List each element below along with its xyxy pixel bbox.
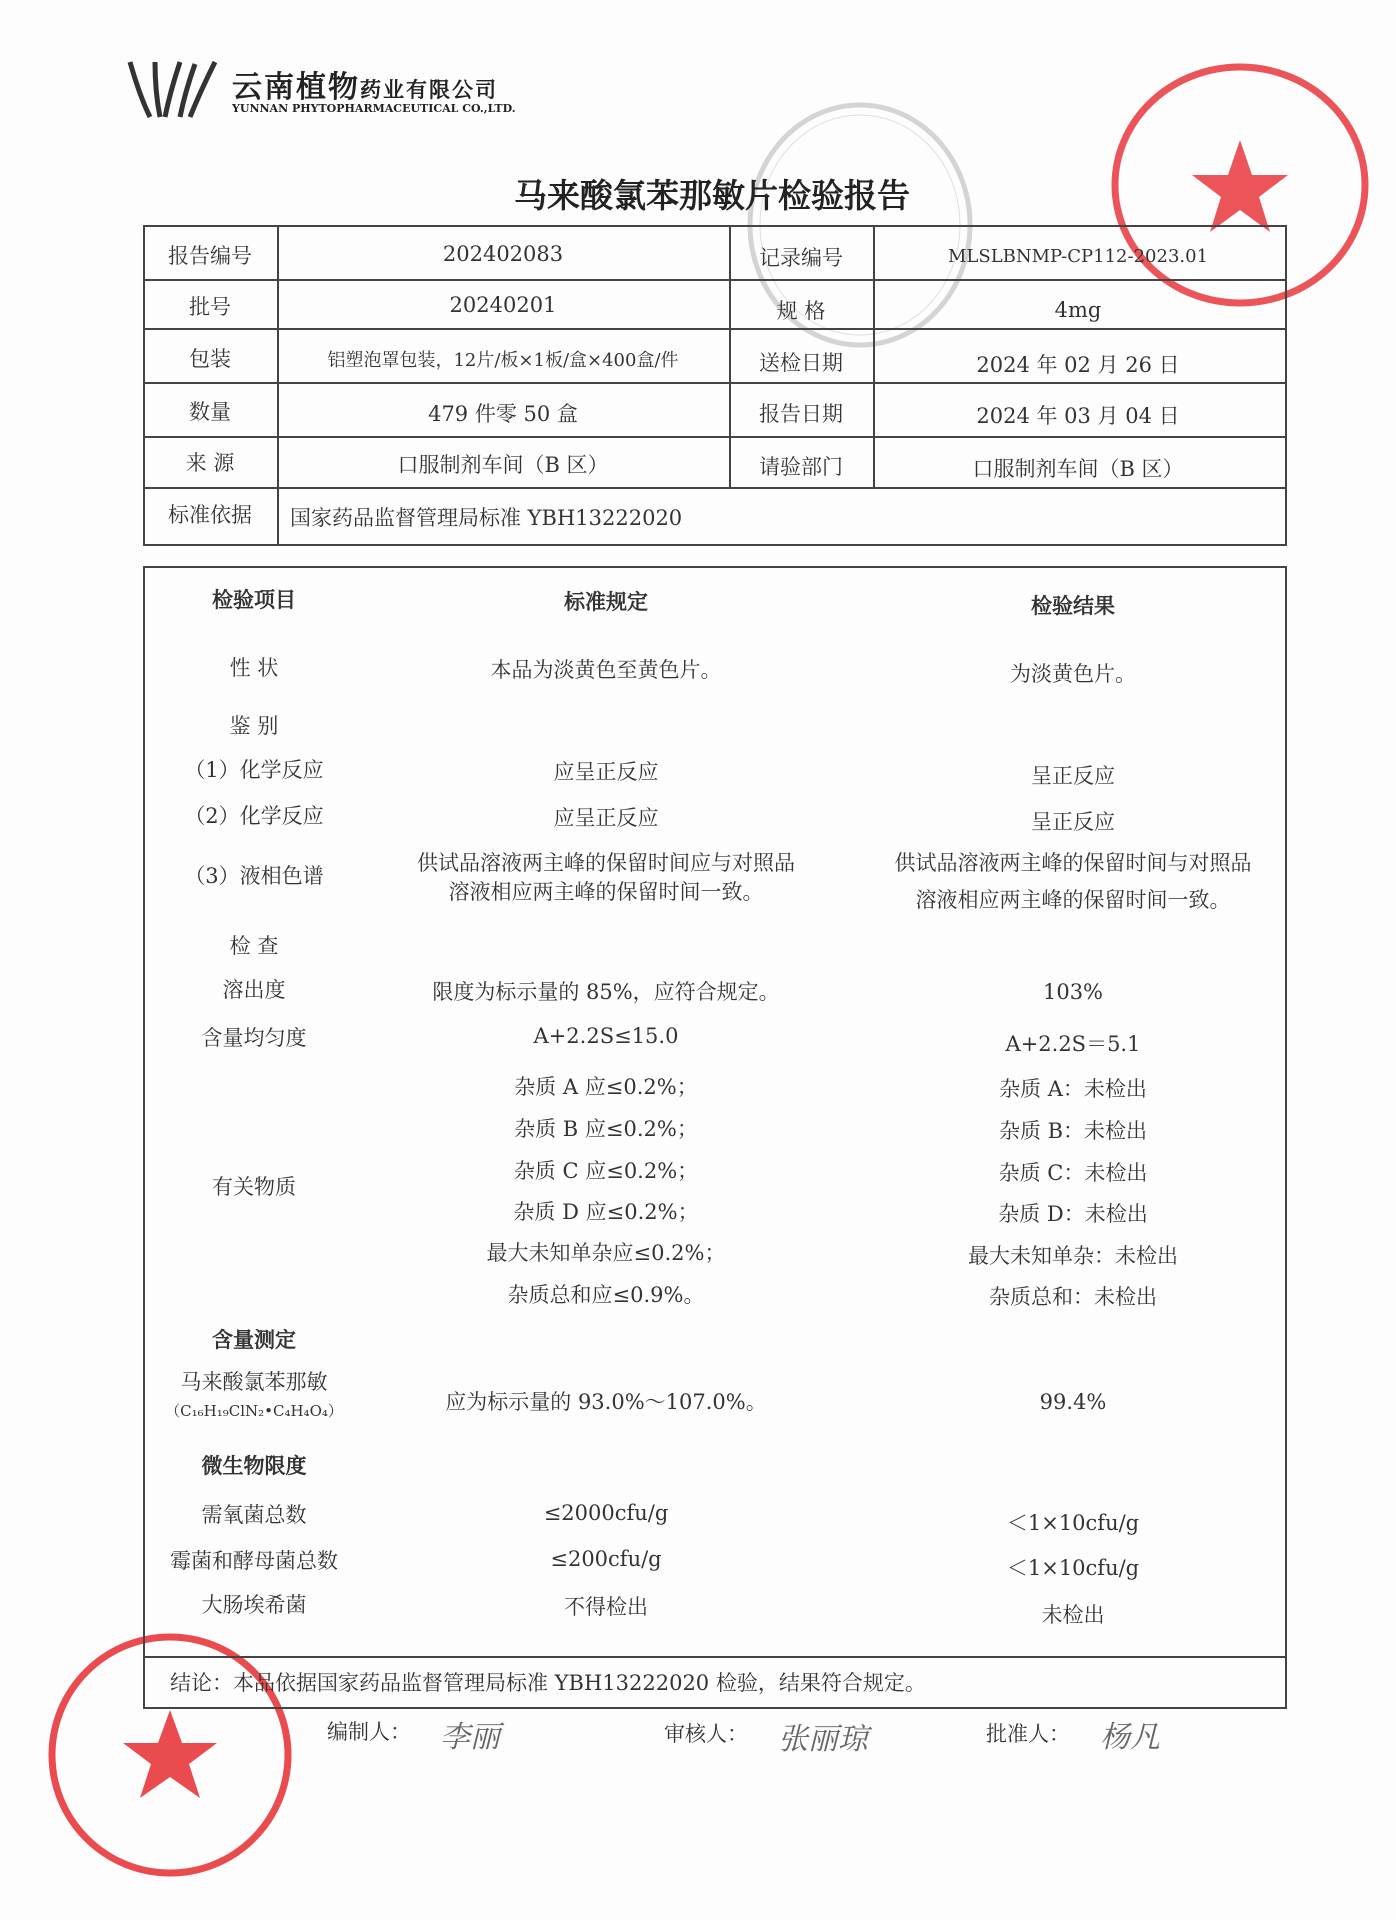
standard-value: 国家药品监督管理局标准 YBH13222020 — [290, 506, 683, 530]
std-assay: 应为标示量的 93.0%～107.0%。 — [445, 1390, 767, 1414]
section-assay: 含量测定 — [212, 1327, 296, 1352]
dept-label: 请验部门 — [759, 455, 843, 479]
result-dissolution: 103% — [1042, 980, 1104, 1004]
item-assay-formula: （C₁₆H₁₉ClN₂•C₄H₄O₄） — [165, 1402, 343, 1420]
result-assay: 99.4% — [1039, 1390, 1107, 1414]
std-ecoli: 不得检出 — [564, 1595, 648, 1619]
header-result: 检验结果 — [1031, 593, 1115, 618]
report-title: 马来酸氯苯那敏片检验报告 — [514, 176, 910, 215]
record-no-value: MLSLBNMP-CP112-2023.01 — [947, 246, 1209, 267]
item-id2: （2）化学反应 — [184, 804, 324, 828]
source-label: 来 源 — [185, 451, 235, 475]
item-related-substances: 有关物质 — [212, 1175, 296, 1199]
quantity-label: 数量 — [189, 400, 231, 424]
record-no-label: 记录编号 — [759, 246, 843, 270]
item-dissolution: 溶出度 — [222, 978, 286, 1002]
result-id3-line2: 溶液相应两主峰的保留时间一致。 — [915, 888, 1231, 912]
std-id2: 应呈正反应 — [553, 806, 659, 830]
submit-date-value: 2024 年 02 月 26 日 — [976, 353, 1180, 377]
result-impurity-c: 杂质 C：未检出 — [998, 1161, 1148, 1185]
section-identification: 鉴 别 — [229, 714, 279, 738]
item-assay: 马来酸氯苯那敏 — [180, 1370, 328, 1394]
std-dissolution: 限度为标示量的 85%，应符合规定。 — [432, 980, 780, 1004]
std-impurity-d: 杂质 D 应≤0.2%； — [513, 1200, 699, 1224]
std-impurity-a: 杂质 A 应≤0.2%； — [514, 1075, 698, 1099]
section-inspection: 检 查 — [229, 934, 279, 958]
result-ecoli: 未检出 — [1041, 1603, 1105, 1627]
std-total-impurities: 杂质总和应≤0.9%。 — [507, 1283, 705, 1307]
result-aerobic: ＜1×10cfu/g — [1006, 1511, 1140, 1535]
result-uniformity: A+2.2S＝5.1 — [1005, 1032, 1141, 1056]
quality-management-stamp — [40, 1625, 300, 1885]
result-appearance: 为淡黄色片。 — [1010, 662, 1136, 686]
result-impurity-d: 杂质 D：未检出 — [998, 1202, 1148, 1226]
conclusion: 结论：本品依据国家药品监督管理局标准 YBH13222020 检验，结果符合规定。 — [170, 1671, 926, 1695]
result-max-unknown: 最大未知单杂：未检出 — [968, 1244, 1178, 1268]
item-aerobic: 需氧菌总数 — [201, 1503, 307, 1527]
std-id3-line1: 供试品溶液两主峰的保留时间应与对照品 — [417, 851, 795, 875]
header-item: 检验项目 — [212, 587, 296, 612]
std-impurity-c: 杂质 C 应≤0.2%； — [513, 1159, 699, 1183]
std-max-unknown: 最大未知单杂应≤0.2%； — [486, 1241, 726, 1265]
approver-signature: 杨凡 — [1100, 1720, 1160, 1755]
logo-leaves-icon — [125, 52, 220, 122]
std-impurity-b: 杂质 B 应≤0.2%； — [514, 1117, 698, 1141]
result-impurity-b: 杂质 B：未检出 — [998, 1119, 1148, 1143]
result-id3-line1: 供试品溶液两主峰的保留时间与对照品 — [894, 851, 1252, 875]
reviewer-signature: 张丽琼 — [778, 1722, 868, 1757]
company-name-cn: 云南植物 — [232, 70, 360, 105]
header-standard: 标准规定 — [564, 589, 648, 614]
preparer-signature: 李丽 — [440, 1720, 500, 1755]
package-value: 铝塑泡罩包装，12片/板×1板/盒×400盒/件 — [327, 350, 679, 371]
company-report-stamp — [1105, 55, 1375, 315]
spec-label: 规 格 — [776, 299, 826, 323]
std-uniformity: A+2.2S≤15.0 — [533, 1024, 679, 1048]
section-microbial: 微生物限度 — [201, 1453, 307, 1478]
result-impurity-a: 杂质 A：未检出 — [999, 1077, 1147, 1101]
spec-value: 4mg — [1054, 298, 1102, 322]
preparer-label: 编制人： — [327, 1720, 411, 1744]
item-id3: （3）液相色谱 — [184, 864, 324, 888]
approver-label: 批准人： — [986, 1722, 1070, 1746]
submit-date-label: 送检日期 — [759, 351, 843, 375]
report-no-label: 报告编号 — [168, 244, 252, 268]
report-no-value: 202402083 — [442, 242, 564, 266]
result-id2: 呈正反应 — [1031, 810, 1115, 834]
item-uniformity: 含量均匀度 — [201, 1026, 307, 1050]
item-id1: （1）化学反应 — [184, 758, 324, 782]
quantity-value: 479 件零 50 盒 — [428, 402, 578, 426]
batch-label: 批号 — [189, 295, 231, 319]
item-appearance: 性 状 — [229, 656, 279, 680]
result-id1: 呈正反应 — [1031, 764, 1115, 788]
batch-value: 20240201 — [449, 293, 557, 317]
std-mold: ≤200cfu/g — [550, 1547, 662, 1571]
result-mold: ＜1×10cfu/g — [1006, 1556, 1140, 1580]
company-name-en: YUNNAN PHYTOPHARMACEUTICAL CO.,LTD. — [232, 102, 516, 115]
report-date-value: 2024 年 03 月 04 日 — [976, 404, 1180, 428]
std-id1: 应呈正反应 — [553, 760, 659, 784]
dept-value: 口服制剂车间（B 区） — [972, 457, 1184, 481]
std-aerobic: ≤2000cfu/g — [543, 1501, 669, 1525]
std-id3-line2: 溶液相应两主峰的保留时间一致。 — [448, 880, 764, 904]
package-label: 包装 — [189, 347, 231, 371]
reviewer-label: 审核人： — [664, 1722, 748, 1746]
item-mold: 霉菌和酵母菌总数 — [170, 1549, 338, 1573]
standard-label: 标准依据 — [168, 503, 252, 527]
source-value: 口服制剂车间（B 区） — [397, 453, 609, 477]
std-appearance: 本品为淡黄色至黄色片。 — [490, 658, 722, 682]
company-name-suffix: 药业有限公司 — [360, 77, 498, 102]
result-total-impurities: 杂质总和：未检出 — [989, 1285, 1157, 1309]
item-ecoli: 大肠埃希菌 — [201, 1593, 307, 1617]
report-date-label: 报告日期 — [759, 402, 843, 426]
